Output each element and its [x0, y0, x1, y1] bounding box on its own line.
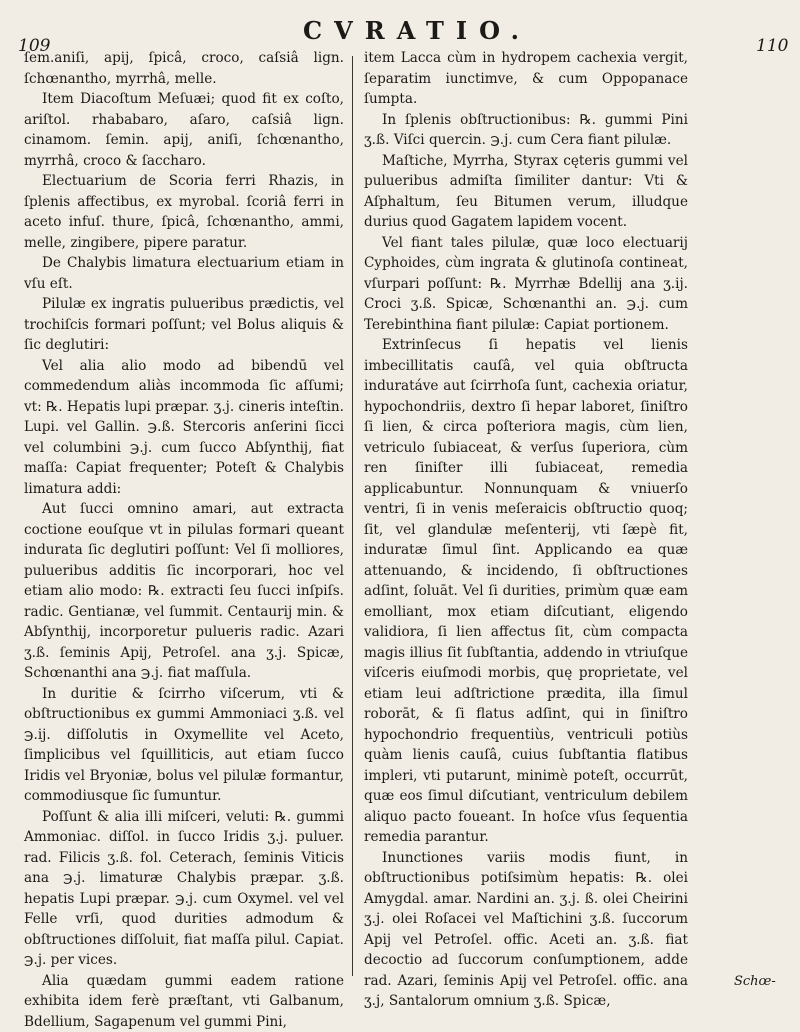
- right-column: [364, 48, 688, 1012]
- running-head: CVRATIO.: [232, 16, 602, 45]
- paragraph: Vel alia alio modo ad bibendū vel commedendum aliàs incommoda ſic aſſumi; vt: ℞. Hepatis lupi præpar. ʒ.j. cineris inteſtin. Lupi. vel Gallin. ℈.ß. Stercoris anſerini ſicci vel columbini ℈.j. cum ſucco Abſynthij, fiat maſſa: Capiat frequenter; Poteſt & Chalybis limatura addi:: [24, 356, 344, 500]
- paragraph: In ſplenis obſtructionibus: ℞. gummi Pini ʒ.ß. Viſci quercin. ℈.j. cum Cera fiant pilulæ.: [364, 110, 688, 151]
- paragraph: ſem.aniſi, apij, ſpicâ, croco, caſsiâ lign. ſchœnantho, myrrhâ, melle.: [24, 48, 344, 89]
- paragraph: Item Diacoſtum Meſuæi; quod fit ex coſto, ariſtol. rhababaro, aſaro, caſsiâ lign. cinamom. ſemin. apij, aniſi, ſchœnantho, myrrhâ, croco & ſaccharo.: [24, 89, 344, 171]
- paragraph: Electuarium de Scoria ferri Rhazis, in ſplenis affectibus, ex myrobal. ſcoriâ ferri in aceto infuſ. thure, ſpicâ, ſchœnantho, ammi, melle, zingibere, pipere paratur.: [24, 171, 344, 253]
- paragraph: Maſtiche, Myrrha, Styrax cęteris gummi vel pulueribus admiſta ſimiliter dantur: Vti & Aſphaltum, ſeu Bitumen verum, illudque durius quod Gagatem lapidem vocent.: [364, 151, 688, 233]
- paragraph: De Chalybis limatura electuarium etiam in vſu eſt.: [24, 253, 344, 294]
- column-divider: [352, 56, 353, 976]
- paragraph: Pilulæ ex ingratis pulueribus prædictis, vel trochiſcis formari poſſunt; vel Bolus aliquis & ſic deglutiri:: [24, 294, 344, 356]
- paragraph: Vel fiant tales pilulæ, quæ loco electuarij Cyphoides, cùm ingrata & glutinoſa contineat, vſurpari poſſunt: ℞. Myrrhæ Bdellij ana ʒ.ij. Croci ʒ.ß. Spicæ, Schœnanthi an. ℈.j. cum Terebinthina fiant pilulæ: Capiat portionem.: [364, 233, 688, 336]
- paragraph: Alia quædam gummi eadem ratione exhibita idem ferè præſtant, vti Galbanum, Bdellium, Sagapenum vel gummi Pini,: [24, 971, 344, 1032]
- paragraph: item Lacca cùm in hydropem cachexia vergit, ſeparatim iunctimve, & cum Oppopanace ſumpta.: [364, 48, 688, 110]
- page-number-right: 110: [756, 36, 788, 56]
- paragraph: In duritie & ſcirrho viſcerum, vti & obſtructionibus ex gummi Ammoniaci ʒ.ß. vel ℈.ij. diſſolutis in Oxymellite vel Aceto, ſimplicibus vel ſquilliticis, aut etiam ſucco Iridis vel Bryoniæ, bolus vel pilulæ formantur, commodiusque ſic ſumuntur.: [24, 684, 344, 807]
- left-column: [24, 48, 344, 1032]
- paragraph: Aut ſucci omnino amari, aut extracta coctione eouſque vt in pilulas formari queant indurata ſic deglutiri poſſunt: Vel ſi molliores, pulueribus additis ſic incorporari, hoc vel etiam alio modo: ℞. extracti ſeu ſucci inſpiſs. radic. Gentianæ, vel ſummit. Centaurij min. & Abſynthij, incorporetur pulueris radic. Azari ʒ.ß. ſeminis Apij, Petroſel. ana ʒ.j. Spicæ, Schœnanthi ana ℈.j. fiat maſſula.: [24, 499, 344, 684]
- paragraph: Poſſunt & alia illi miſceri, veluti: ℞. gummi Ammoniac. diſſol. in ſucco Iridis ʒ.j. puluer. rad. Filicis ʒ.ß. fol. Ceterach, ſeminis Viticis ana ℈.j. limaturæ Chalybis præpar. ʒ.ß. hepatis Lupi præpar. ℈.j. cum Oxymel. vel vel Felle vrſi, quod durities admodum & obſtructiones diſſoluit, fiat maſſa pilul. Capiat. ℈.j. per vices.: [24, 807, 344, 971]
- paragraph: Extrinſecus ſi hepatis vel lienis imbecillitatis cauſâ, vel quia obſtructa induratáve aut ſcirrhoſa ſunt, cachexia oriatur, hypochondriis, dextro ſi hepar laboret, ſiniſtro ſi lien, & circa poſteriora magis, cùm lien, vetriculo ſubiaceat, & verſus ſuperiora, cùm ren ſiniſter illi ſubiaceat, remedia applicabuntur. Nonnunquam & vniuerſo ventri, ſi in venis meſeraicis obſtructio quoq; ſit, vel glandulæ meſenterij, vti ſæpè fit, induratæ ſimul ſint. Applicando ea quæ attenuando, & incidendo, ſi obſtructiones adſint, ſoluāt. Vel ſi durities, primùm quæ eam emolliant, mox etiam diſcutiant, eligendo validiora, ſi lien affectus ſit, cùm compacta magis illius ſit ſubſtantia, addendo in vtriuſque viſceris eiuſmodi morbis, quę proprietate, vel etiam leui adſtrictione prædita, illa ſimul roborāt, & ſi flatus adſint, qui in ſiniſtro hypochondrio frequentiùs, ventriculi potiùs quàm lienis cauſâ, cuius ſubſtantia flatibus impleri, vti putarunt, minimè poteſt, occurrūt, quæ eos ſimul diſcutiant, ventriculum debilem aliquo pacto foueant. In hoſce vſus ſequentia remedia parantur.: [364, 335, 688, 848]
- page-number-left: 109: [18, 36, 50, 56]
- paragraph: Inunctiones variis modis fiunt, in obſtructionibus potiſsimùm hepatis: ℞. olei Amygdal. amar. Nardini an. ʒ.j. ß. olei Cheirini ʒ.j. olei Roſacei vel Maſtichini ʒ.ß. ſuccorum Apij vel Petroſel. offic. Aceti an. ʒ.ß. fiat decoctio ad ſuccorum conſumptionem, adde rad. Azari, ſeminis Apij vel Petroſel. offic. ana ʒ.j, Santalorum omnium ʒ.ß. Spicæ,: [364, 848, 688, 1012]
- catchword: Schœ-: [734, 974, 776, 989]
